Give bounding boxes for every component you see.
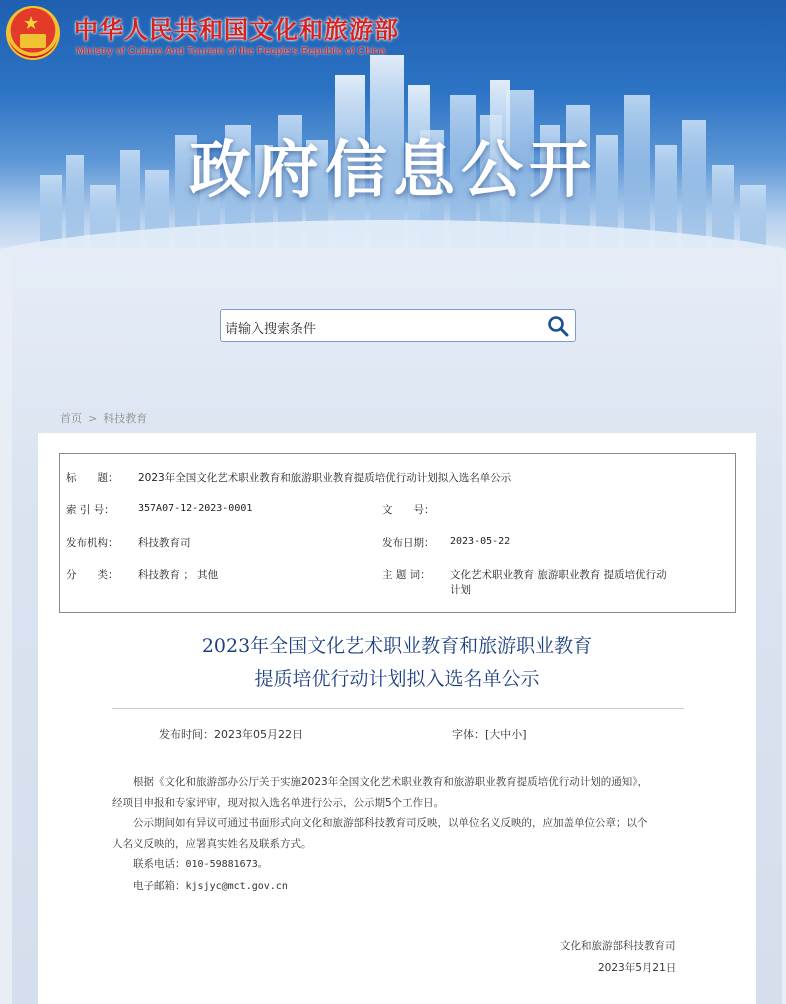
search-input[interactable] (220, 309, 576, 342)
paragraph-2-line-1: 公示期间如有异议可通过书面形式向文化和旅游部科技教育司反映，以单位名义反映的，应加盖单位公章；以个 (133, 817, 648, 829)
publish-time (159, 726, 303, 742)
font-size-options[interactable]: [大中小] (485, 728, 527, 741)
breadcrumb-home[interactable]: 首页 (60, 412, 82, 425)
meta-docno-label: 文 号： (382, 504, 435, 516)
meta-topic-value-line1: 文化艺术职业教育 旅游职业教育 提质培优行动 (450, 569, 667, 581)
meta-title-value: 2023年全国文化艺术职业教育和旅游职业教育提质培优行动计划拟入选名单公示 (138, 472, 512, 484)
contact-phone (112, 854, 687, 876)
paragraph-1-line-2: 经项目申报和专家评审，现对拟入选名单进行公示，公示期5个工作日。 (112, 796, 445, 809)
breadcrumb (60, 410, 147, 426)
search-placeholder: 请输入搜索条件 (225, 322, 317, 337)
meta-topic-label: 主 题 词： (382, 569, 431, 581)
meta-title-label: 标 题： (66, 472, 119, 484)
meta-date-label: 发布日期： (382, 537, 435, 549)
site-title[interactable]: 中华人民共和国文化和旅游部 (74, 16, 399, 44)
signature-org: 文化和旅游部科技教育司 (560, 940, 676, 952)
national-emblem-logo[interactable]: ★ (6, 6, 60, 60)
breadcrumb-separator: > (88, 412, 98, 425)
title-divider (112, 708, 684, 709)
metadata-table (59, 453, 736, 613)
email-value: kjsjyc@mct.gov.cn (185, 880, 288, 892)
phone-label: 联系电话： (133, 858, 186, 870)
meta-org-value: 科技教育司 (138, 537, 191, 549)
meta-date-value: 2023-05-22 (450, 536, 511, 547)
meta-index-value: 357A07-12-2023-0001 (138, 503, 253, 514)
search-icon[interactable] (547, 315, 569, 337)
site-subtitle: Ministry of Culture And Tourism of the People's Republic of China (76, 45, 386, 57)
paragraph-2-line-2: 人名义反映的，应署真实姓名及联系方式。 (112, 837, 312, 850)
email-label: 电子邮箱： (133, 879, 186, 892)
font-size-label: 字体： (452, 728, 485, 741)
publish-time-value: 2023年05月22日 (214, 728, 303, 741)
paragraph-1-line-1: 根据《文化和旅游部办公厅关于实施2023年全国文化艺术职业教育和旅游职业教育提质培优行动计划的通知》， (133, 776, 648, 788)
meta-index-label: 索 引 号： (66, 504, 115, 516)
article-title-line2: 提质培优行动计划拟入选名单公示 (254, 668, 540, 690)
phone-value: 010-59881673。 (185, 859, 268, 870)
article-body (112, 772, 687, 897)
meta-org-label: 发布机构： (66, 537, 119, 549)
signature-date: 2023年5月21日 (598, 962, 677, 974)
article-title-line1: 2023年全国文化艺术职业教育和旅游职业教育 (201, 635, 593, 657)
header-banner (0, 0, 786, 260)
meta-category-label: 分 类： (66, 569, 119, 581)
meta-topic-value-line2: 计划 (450, 584, 471, 596)
meta-category-value: 科技教育 ； 其他 (138, 569, 219, 581)
font-size-control (452, 726, 527, 742)
publish-time-label: 发布时间： (159, 728, 214, 741)
contact-email (112, 876, 687, 898)
banner-title: 政府信息公开 (188, 133, 597, 206)
breadcrumb-current[interactable]: 科技教育 (103, 412, 148, 425)
